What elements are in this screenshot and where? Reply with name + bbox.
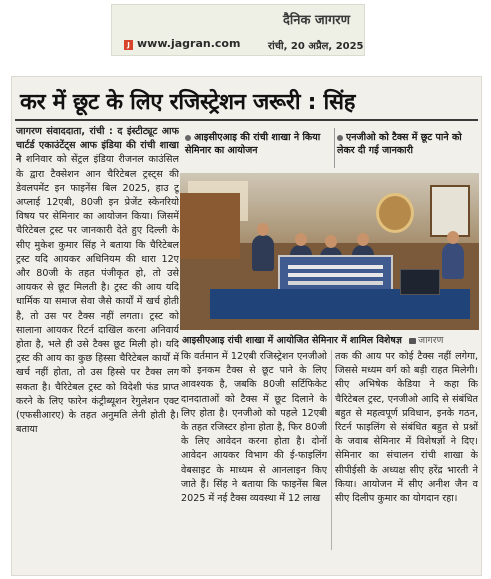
seminar-photo <box>180 173 479 330</box>
article-column-1 <box>16 125 179 567</box>
dateline-lead: जागरण संवाददाता, रांची : द इंस्टीट्यूट आफ चार्टर्ड एकाउंटेंट्स आफ इंडिया की रांची शाखा ने <box>16 126 179 166</box>
bullet-icon <box>185 135 191 141</box>
caption-text: आइसीएआइ रांची शाखा में आयोजित सेमिनार में शामिल विशेषज्ञ <box>182 335 402 346</box>
photo-person-head <box>357 233 369 246</box>
website-url: www.jagran.com <box>137 37 241 50</box>
photo-person <box>252 235 274 271</box>
photo-wood-panel <box>180 193 240 259</box>
photo-person <box>442 243 464 279</box>
photo-laptop <box>400 269 440 295</box>
column-divider <box>331 350 332 550</box>
column-1-text: शनिवार को सेंट्रल इंडिया रीजनल काउंसिल के द्वारा टैक्सेशन आन चैरिटेबल ट्रस्ट्स की डेवलपमेंट इन फाइनेंस बिल 2025, हाउ टू अप्लाई 12एबी, 80जी इन प्रेजेंट स्केनरियो विषय पर सेमिनार का आयोजन किया। जिसमें चैरिटेबल ट्रस्ट पर जानकारी देते हुए दिल्ली के सीए मुकेश कुमार सिंह ने बताया कि चैरिटेबल ट्रस्ट यदि आयकर अधिनियम की धारा 12ए और 80जी के तहत पंजीकृत हो, तो उसे आयकर से छूट मिलती है। ट्रस्ट की आय यदि धार्मिक या समाज सेवा जैसे कार्यों में खर्च होती है, तो उस पर टैक्स नहीं लगता। ट्रस्ट को सालाना आयकर रिटर्न दाखिल करना अनिवार्य होता है, भले ही उसे टैक्स छूट मिली हो। यदि ट्रस्ट की आय का कुछ हिस्सा चैरिटेबल कार्यों में खर्च नहीं होता, तो उस हिस्से पर टैक्स लग सकता है। चैरिटेबल ट्रस्ट को विदेशी फंड प्राप्त करने के लिए फारेन कंट्रीब्यूशन रेगुलेशन एक्ट (एफसीआरए) के तहत अनुमति लेनी होती है। बताया <box>16 154 179 436</box>
column-2-text: कि वर्तमान में 12एबी रजिस्ट्रेशन एनजीओ को इनकम टैक्स से छूट पाने के लिए आवश्यक है, जबकि 80जी सर्टिफिकेट दानदाताओं को टैक्स में छूट दिलाने के लिए होता है। एनजीओ को पहले 12एबी के तहत रजिस्टर होना होता है, फिर 80जी के लिए आवेदन करना होता है। दोनों आवेदन आयकर विभाग की ई-फाइलिंग वेबसाइट के माध्यम से आनलाइन किए जाते हैं। सिंह ने बताया कि फाइनेंस बिल 2025 में नई टैक्स व्यवस्था में 12 लाख <box>181 351 327 505</box>
camera-icon <box>409 338 416 344</box>
photo-credit <box>409 335 443 346</box>
article-column-2 <box>181 350 327 556</box>
column-3-text: तक की आय पर कोई टैक्स नहीं लगेगा, जिससे मध्यम वर्ग को बड़ी राहत मिलेगी। सीए अभिषेक केडिया ने कहा कि चैरिटेबल ट्रस्ट, एनजीओ आदि से संबंधित बहुत से महत्वपूर्ण प्रविधान, इनके गठन, रिटर्न फाइलिंग से संबंधित बहुत से प्रश्नों के जवाब सेमिनार में विशेषज्ञों ने दिए। सेमिनार का संचालन रांची शाखा के सीपीईसी के अध्यक्ष सीए हरेंद्र भारती ने किया। आयोजन में सीए अनीश जैन व सीए दिलीप कुमार का योगदान रहा। <box>335 351 478 505</box>
photo-person-head <box>257 223 269 236</box>
photo-credit-text: जागरण <box>418 335 444 346</box>
photo-person-head <box>295 233 307 246</box>
photo-person-head <box>325 235 337 248</box>
headline: कर में छूट के लिए रजिस्ट्रेशन जरूरी : सिंह <box>20 90 356 115</box>
subhead-divider <box>334 128 335 168</box>
photo-caption <box>182 333 478 346</box>
newspaper-name: दैनिक जागरण <box>282 13 350 28</box>
subhead-2 <box>337 131 477 157</box>
subhead-1 <box>185 131 331 157</box>
photo-frame <box>430 185 470 237</box>
article-column-3 <box>335 350 478 556</box>
subhead-1-text: आइसीएआइ की रांची शाखा ने किया सेमिनार का आयोजन <box>185 132 321 156</box>
bullet-icon <box>337 135 343 141</box>
place-date: रांची, 20 अप्रैल, 2025 <box>268 41 364 52</box>
jagran-logo-icon: J <box>124 40 133 50</box>
photo-person-head <box>447 231 459 244</box>
masthead <box>111 4 365 56</box>
subhead-2-text: एनजीओ को टैक्स में छूट पाने को लेकर दी गई जानकारी <box>337 132 462 156</box>
photo-emblem <box>376 193 414 233</box>
headline-rule <box>15 119 478 121</box>
